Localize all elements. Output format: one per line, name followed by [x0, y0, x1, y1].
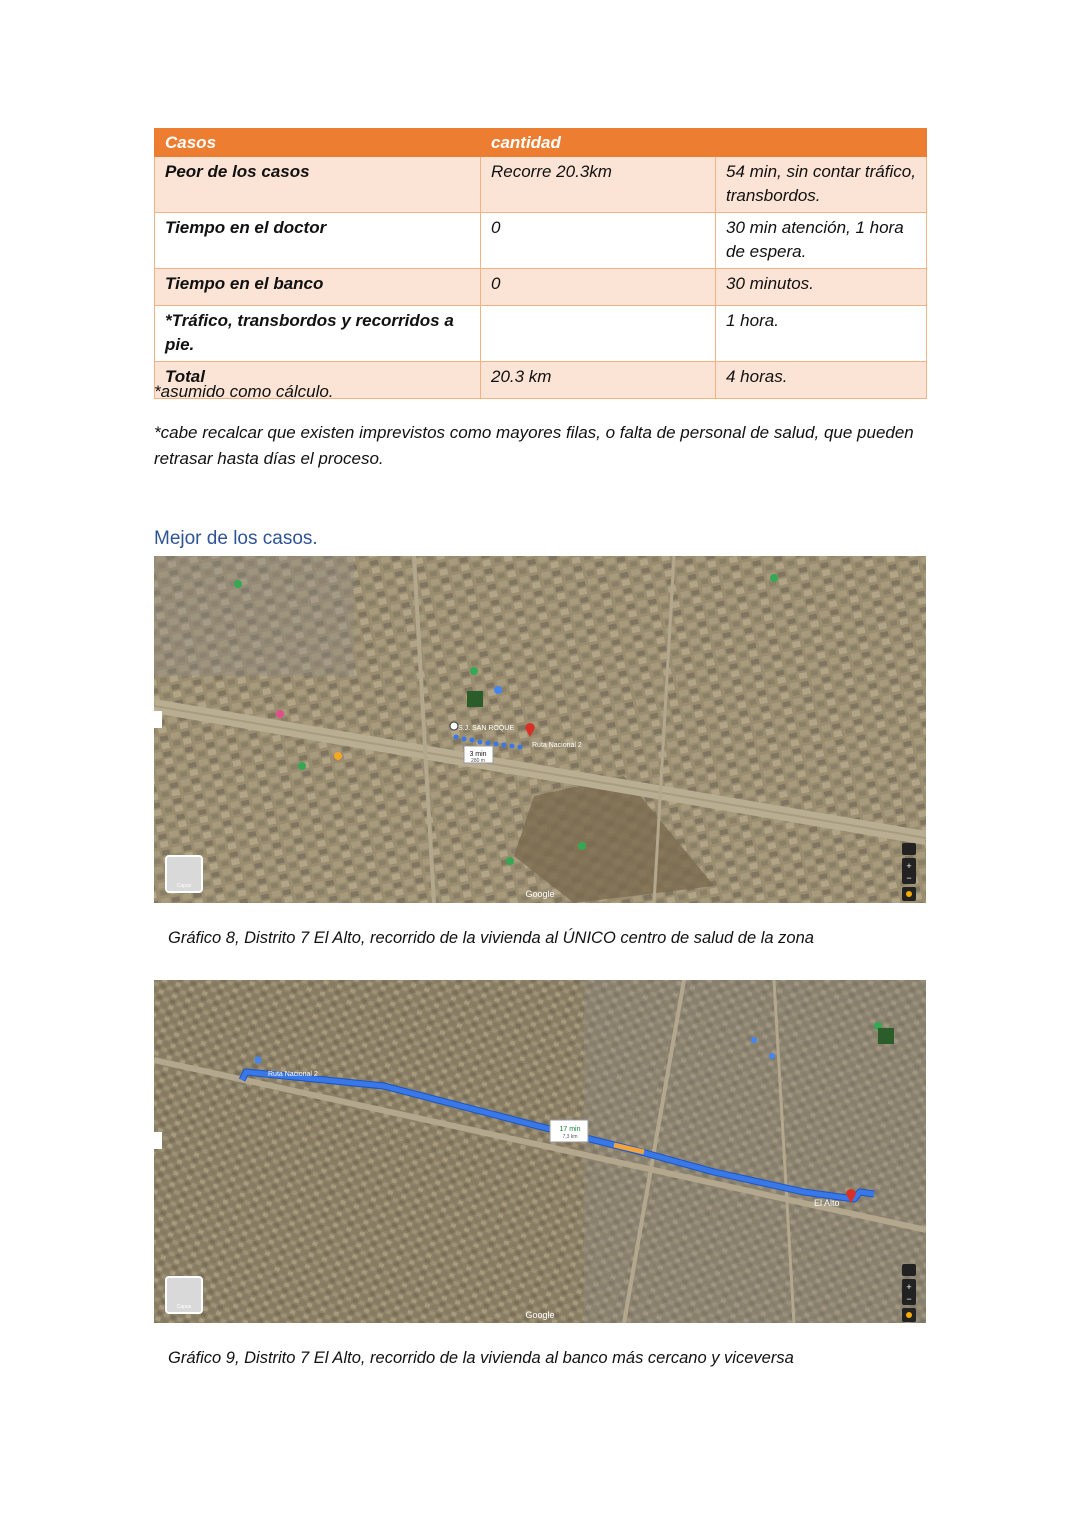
case-amount: 0 [481, 269, 716, 306]
figure-8-caption: Gráfico 8, Distrito 7 El Alto, recorrido de la vivienda al ÚNICO centro de salud de la zona [168, 929, 814, 947]
svg-text:−: − [906, 1294, 912, 1304]
collapse-panel-button[interactable] [154, 1132, 162, 1149]
collapse-panel-button[interactable] [154, 711, 162, 728]
google-attribution: Google [525, 1310, 555, 1320]
case-time: 30 minutos. [716, 269, 927, 306]
figure-9-caption: Gráfico 9, Distrito 7 El Alto, recorrido de la vivienda al banco más cercano y viceversa [168, 1349, 794, 1367]
satellite-map [154, 556, 926, 903]
table-row [155, 306, 927, 362]
start-label: S.J. SAN ROQUE [458, 725, 515, 732]
case-name: *Tráfico, transbordos y recorridos a pie. [155, 306, 481, 362]
layers-label: Capas [176, 1304, 192, 1310]
cases-table [154, 128, 927, 399]
case-name: Tiempo en el banco [155, 269, 481, 306]
case-time: 54 min, sin contar tráfico, transbordos. [716, 157, 927, 213]
case-name: Total [155, 362, 481, 399]
svg-text:+: + [906, 1282, 912, 1292]
svg-text:+: + [906, 861, 912, 871]
assumed-note: *asumido como cálculo. [154, 382, 334, 401]
case-name: Tiempo en el doctor [155, 213, 481, 269]
map-figure-9[interactable] [154, 980, 926, 1323]
case-time: 4 horas. [716, 362, 927, 399]
case-amount: 0 [481, 213, 716, 269]
walk-time-label: 3 min [469, 751, 487, 758]
svg-text:−: − [906, 873, 912, 883]
table-header-row [155, 129, 927, 157]
case-name: Peor de los casos [155, 157, 481, 213]
walk-dist-label: 280 m [471, 758, 485, 764]
start-label: Ruta Nacional 2 [268, 1071, 318, 1078]
case-amount: 20.3 km [481, 362, 716, 399]
table-row [155, 213, 927, 269]
table-row [155, 157, 927, 213]
compass-button[interactable] [902, 1264, 916, 1276]
case-time: 30 min atención, 1 hora de espera. [716, 213, 927, 269]
header-cell [716, 129, 927, 157]
remark-note: *cabe recalcar que existen imprevistos como mayores filas, o falta de personal de salud, que pueden retrasar hasta días el proceso. [154, 423, 914, 468]
satellite-map [154, 980, 926, 1323]
compass-button[interactable] [902, 843, 916, 855]
section-heading: Mejor de los casos. [154, 528, 318, 549]
case-time: 1 hora. [716, 306, 927, 362]
case-amount [481, 306, 716, 362]
case-amount: Recorre 20.3km [481, 157, 716, 213]
table-row [155, 269, 927, 306]
layers-label: Capas [176, 883, 192, 889]
drive-time-label: 17 min [559, 1126, 581, 1133]
dest-label: Ruta Nacional 2 [532, 742, 582, 749]
drive-dist-label: 7,3 km [562, 1134, 578, 1140]
hospital-block [467, 691, 483, 707]
header-cell: Casos [155, 129, 481, 157]
header-cell: cantidad [481, 129, 716, 157]
dest-label: El Alto [814, 1198, 840, 1208]
google-attribution: Google [525, 889, 555, 899]
map-figure-8[interactable] [154, 556, 926, 903]
